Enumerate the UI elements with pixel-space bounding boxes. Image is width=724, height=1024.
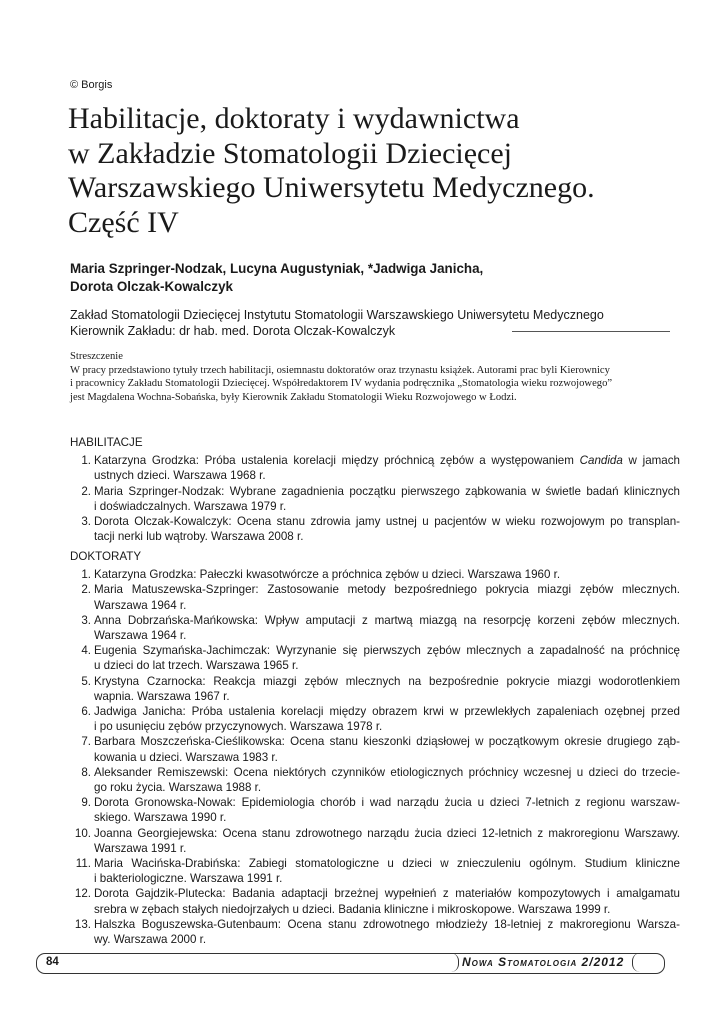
item-line: srebra w zębach stałych niedojrzałych u dzieci. Badania kliniczne i mikroskopowe. Warszawa 1999 r.	[94, 902, 611, 916]
item-number: 8.	[81, 765, 91, 779]
title-line: Część IV	[68, 205, 179, 239]
item-line: Barbara Moszczeńska-Cieślikowska: Ocena stanu kieszonki dziąsłowej w początkowym okresie drugiego ząb-	[94, 735, 680, 749]
item-line: Maria Szpringer-Nodzak: Wybrane zagadnienia początku pierwszego ząbkowania w świetle badań klinicznych	[94, 484, 680, 498]
affiliation: Zakład Stomatologii Dziecięcej Instytutu Stomatologii Warszawskiego Uniwersytetu Medycznego	[70, 308, 604, 322]
item-number: 7.	[81, 735, 91, 749]
list-item	[70, 704, 680, 734]
list-item	[70, 567, 680, 582]
authors-line: Maria Szpringer-Nodzak, Lucyna Augustyniak, *Jadwiga Janicha,	[70, 261, 484, 276]
section-heading: DOKTORATY	[70, 550, 142, 563]
item-line: Maria Wacińska-Drabińska: Zabiegi stomatologiczne u dzieci w znieczuleniu ogólnym. Studium kliniczne	[94, 857, 680, 871]
list-item	[70, 453, 680, 483]
affiliation-block	[70, 307, 690, 339]
doktoraty-section	[70, 549, 680, 947]
item-number: 3.	[81, 613, 91, 627]
list-item	[70, 826, 680, 856]
item-number: 1.	[81, 454, 91, 468]
habilitacje-list	[70, 453, 680, 544]
item-number: 12.	[74, 887, 91, 901]
item-number: 11.	[75, 857, 91, 871]
article-title	[68, 102, 668, 240]
item-number: 2.	[81, 583, 91, 597]
item-line: Halszka Boguszewska-Gutenbaum: Ocena stanu zdrowotnego młodzieży 18-letniej z makroregionu Warsza-	[94, 917, 680, 931]
page-number: 84	[46, 956, 59, 968]
copyright-notice: © Borgis	[70, 79, 113, 91]
item-line	[94, 453, 680, 468]
item-line: Jadwiga Janicha: Próba ustalenia korelacji między obrazem krwi w przewlekłych zapaleniach ozębnej przed	[94, 705, 680, 719]
list-item	[70, 484, 680, 514]
item-line: wy. Warszawa 2000 r.	[94, 933, 207, 947]
item-number: 6.	[81, 705, 91, 719]
section-heading: HABILITACJE	[70, 436, 143, 449]
list-item	[70, 674, 680, 704]
item-line: Warszawa 1964 r.	[94, 598, 187, 612]
item-number: 1.	[81, 568, 91, 582]
list-item	[70, 643, 680, 673]
item-number: 9.	[81, 796, 91, 810]
list-item	[70, 856, 680, 886]
item-number: 5.	[81, 674, 91, 688]
item-number: 2.	[81, 484, 91, 498]
list-item	[70, 582, 680, 612]
list-item	[70, 734, 680, 764]
item-line: Anna Dobrzańska-Mańkowska: Wpływ amputacji z martwą miazgą na resorpcję korzeni zębów mlecznych.	[94, 613, 680, 627]
item-line: wapnia. Warszawa 1967 r.	[94, 689, 230, 703]
item-line: go roku życia. Warszawa 1988 r.	[94, 781, 262, 795]
item-line: i po usunięciu zębów przyczynowych. Warszawa 1978 r.	[94, 720, 383, 734]
footer-frame-left	[36, 953, 457, 974]
item-line: tacji nerki lub wątroby. Warszawa 2008 r.	[94, 530, 304, 544]
doktoraty-list	[70, 567, 680, 947]
item-number: 3.	[81, 515, 91, 529]
item-number: 13.	[74, 917, 91, 931]
item-line: Eugenia Szymańska-Jachimczak: Wyrzynanie się pierwszych zębów mlecznych a zapadalność na próchnicę	[94, 644, 680, 658]
authors	[70, 260, 670, 296]
divider-rule	[512, 331, 670, 332]
item-line: Warszawa 1964 r.	[94, 629, 187, 643]
item-italic-text: Candida	[579, 454, 623, 468]
item-line: Dorota Gajdzik-Plutecka: Badania adaptacji brzeżnej wypełnień z materiałów kompozytowych i amalgamatu	[94, 887, 680, 901]
list-item	[70, 886, 680, 916]
title-line: Warszawskiego Uniwersytetu Medycznego.	[68, 171, 595, 204]
item-line: i bakteriologiczne. Warszawa 1991 r.	[94, 872, 283, 886]
item-line: i doświadczalnych. Warszawa 1979 r.	[94, 499, 287, 513]
item-number: 4.	[81, 644, 91, 658]
item-line: Dorota Gronowska-Nowak: Epidemiologia chorób i wad narządu żucia u dzieci 7-letnich z regionu warszaw-	[94, 796, 680, 810]
item-text: Katarzyna Grodzka: Próba ustalenia korelacji między próchnicą zębów a występowaniem	[94, 454, 580, 468]
list-item	[70, 917, 680, 947]
journal-name: Nowa Stomatologia 2/2012	[462, 955, 625, 969]
habilitacje-section	[70, 435, 680, 544]
item-line: Katarzyna Grodzka: Pałeczki kwasotwórcze a próchnica zębów u dzieci. Warszawa 1960 r.	[94, 568, 561, 582]
item-line: ustnych dzieci. Warszawa 1968 r.	[94, 469, 266, 483]
item-line: Aleksander Remiszewski: Ocena niektórych czynników etiologicznych próchnicy wczesnej u dzieci do trzecie-	[94, 765, 680, 779]
abstract-line: i pracownicy Zakładu Stomatologii Dziecięcej. Współredaktorem IV wydania podręcznika „Stomatologia wieku rozwojowego”	[70, 378, 613, 389]
title-line: Habilitacje, doktoraty i wydawnictwa	[68, 102, 520, 135]
item-line: skiego. Warszawa 1990 r.	[94, 811, 227, 825]
abstract-line: W pracy przedstawiono tytuły trzech habilitacji, osiemnastu doktoratów oraz trzynastu książek. Autorami prac byli Kierownicy	[70, 364, 610, 376]
item-line: Warszawa 1991 r.	[94, 841, 187, 855]
head-of-department: Kierownik Zakładu: dr hab. med. Dorota Olczak-Kowalczyk	[70, 324, 396, 338]
item-line: Krystyna Czarnocka: Reakcja miazgi zębów mlecznych na bezpośrednie pokrycie miazgi wodorotlenkiem	[94, 674, 680, 688]
list-item	[70, 765, 680, 795]
item-line: Joanna Georgiejewska: Ocena stanu zdrowotnego narządu żucia dzieci 12-letnich z makroregionu Warszawy.	[94, 826, 680, 840]
item-line: Dorota Olczak-Kowalczyk: Ocena stanu zdrowia jamy ustnej u pacjentów w wieku rozwojowym po transplan-	[94, 515, 680, 529]
list-item	[70, 613, 680, 643]
abstract-line: jest Magdalena Wochna-Sobańska, były Kierownik Zakładu Stomatologii Wieku Rozwojowego w Łodzi.	[70, 391, 517, 403]
item-number: 10.	[74, 826, 91, 840]
item-line: Maria Matuszewska-Szpringer: Zastosowanie metody bezpośredniego pokrycia miazgi zębów mlecznych.	[94, 583, 680, 597]
authors-line: Dorota Olczak-Kowalczyk	[70, 279, 233, 294]
title-line: w Zakładzie Stomatologii Dziecięcej	[68, 136, 512, 170]
abstract	[70, 350, 670, 404]
item-line: u dzieci do lat trzech. Warszawa 1965 r.	[94, 659, 299, 673]
item-text: w jamach	[622, 454, 680, 468]
list-item	[70, 514, 680, 544]
list-item	[70, 795, 680, 825]
item-line: kowania u dzieci. Warszawa 1983 r.	[94, 750, 278, 764]
abstract-heading: Streszczenie	[70, 351, 123, 362]
